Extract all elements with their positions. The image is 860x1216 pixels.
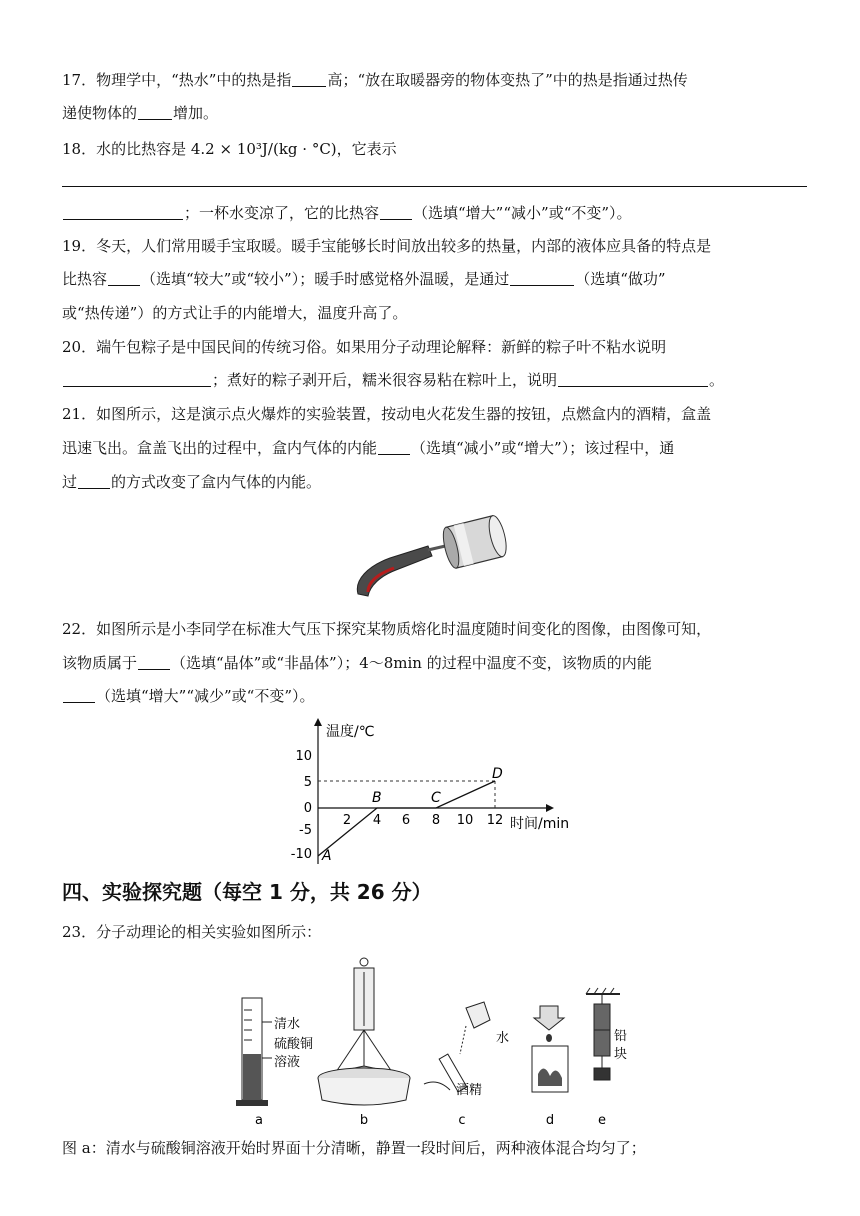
q22-line1: 22．如图所示是小李同学在标准大气压下探究某物质熔化时温度随时间变化的图像，由图像可知，	[62, 620, 712, 638]
y-axis-label: 温度/℃	[326, 724, 375, 740]
point-label-c: C	[431, 790, 441, 806]
section-heading: 四、实验探究题（每空 1 分，共 26 分）	[62, 880, 432, 904]
answer-blank[interactable]	[108, 270, 140, 286]
q22-line2	[62, 653, 807, 673]
x-tick-12: 12	[486, 813, 504, 828]
temperature-time-graph	[288, 716, 588, 868]
point-label-a: A	[322, 848, 332, 864]
q21-line2	[62, 438, 807, 458]
fig-label-c: c	[458, 1113, 466, 1128]
text: 。	[709, 371, 725, 389]
q21-line3	[62, 472, 807, 492]
q21-line1: 21．如图所示，这是演示点火爆炸的实验装置，按动电火花发生器的按钮，点燃盒内的酒精，盒盖	[62, 405, 712, 423]
q18-line1: 18．水的比热容是 4.2 × 10³J/(kg · °C)，它表示	[62, 140, 397, 158]
text: 的方式改变了盒内气体的内能。	[111, 473, 322, 491]
text: 该物质属于	[62, 654, 138, 672]
text: 迅速飞出。盒盖飞出的过程中，盒内气体的内能	[62, 439, 378, 457]
y-tick-5: 5	[303, 775, 312, 790]
y-tick-10: 10	[295, 749, 312, 764]
q19-line2	[62, 269, 807, 289]
q23-caption-a: 图 a：清水与硫酸铜溶液开始时界面十分清晰，静置一段时间后，两种液体混合均匀了；	[62, 1139, 646, 1157]
q20-line1: 20．端午包粽子是中国民间的传统习俗。如果用分子动理论解释：新鲜的粽子叶不粘水说明	[62, 338, 667, 356]
point-label-d: D	[492, 766, 503, 782]
q18-line3	[62, 203, 807, 223]
answer-blank[interactable]	[63, 204, 183, 220]
fig-a-label-water: 清水	[274, 1017, 301, 1032]
q20-line2	[62, 370, 807, 390]
x-tick-4: 4	[372, 813, 382, 828]
fig-c-test-tube	[424, 1002, 490, 1092]
answer-blank[interactable]	[378, 439, 410, 455]
q23-line1: 23．分子动理论的相关实验如图所示：	[62, 923, 322, 941]
text: ；煮好的粽子剥开后，糯米很容易粘在粽叶上，说明	[212, 371, 558, 389]
fig-a-label-copper-sulfate: 硫酸铜	[274, 1037, 314, 1052]
answer-blank[interactable]	[558, 371, 708, 387]
answer-blank[interactable]	[292, 71, 326, 87]
q19-line3: 或“热传递”）的方式让手的内能增大，温度升高了。	[62, 304, 408, 322]
q17-line2	[62, 103, 807, 123]
x-tick-10: 10	[456, 813, 474, 828]
fig-e-label-block: 块	[614, 1047, 628, 1062]
text: 高；“放在取暖器旁的物体变热了”中的热是指通过热传	[327, 71, 688, 89]
point-label-b: B	[372, 790, 382, 806]
fig-c-label-water: 水	[496, 1031, 510, 1046]
answer-blank[interactable]	[63, 371, 211, 387]
text: ；一杯水变凉了，它的比热容	[184, 204, 380, 222]
text: （选填“晶体”或“非晶体”）；4～8min 的过程中温度不变，该物质的内能	[171, 654, 652, 672]
molecular-theory-experiments-figure	[228, 954, 628, 1132]
text: （选填“增大”“减少”或“不变”）。	[96, 687, 315, 705]
answer-blank[interactable]	[138, 104, 172, 120]
fig-label-d: d	[545, 1113, 555, 1128]
fig-a-graduated-cylinder	[236, 998, 272, 1106]
text: 增加。	[173, 104, 219, 122]
fig-d-beaker-ink	[532, 1006, 568, 1092]
q19-line1: 19．冬天，人们常用暖手宝取暖。暖手宝能够长时间放出较多的热量，内部的液体应具备的特点是	[62, 237, 712, 255]
answer-blank[interactable]	[78, 473, 110, 489]
text: 17．物理学中，“热水”中的热是指	[62, 71, 292, 89]
fig-a-label-solution: 溶液	[274, 1055, 301, 1070]
text: （选填“做功”	[575, 270, 666, 288]
x-tick-6: 6	[401, 813, 411, 828]
y-tick-neg10: -10	[290, 847, 312, 862]
y-tick-neg5: -5	[299, 823, 312, 838]
fig-label-e: e	[598, 1113, 606, 1128]
y-axis-arrow	[314, 718, 322, 726]
text: 过	[62, 473, 78, 491]
text: 递使物体的	[62, 104, 138, 122]
x-tick-2: 2	[342, 813, 352, 828]
answer-line[interactable]	[62, 186, 807, 187]
text: （选填“较大”或“较小”）；暖手时感觉格外温暖，是通过	[141, 270, 510, 288]
answer-blank[interactable]	[380, 204, 412, 220]
text: （选填“减小”或“增大”）；该过程中，通	[411, 439, 675, 457]
answer-blank[interactable]	[63, 687, 95, 703]
x-tick-8: 8	[431, 813, 441, 828]
q22-line3	[62, 686, 807, 706]
fig-c-label-alcohol: 酒精	[456, 1083, 483, 1098]
answer-blank[interactable]	[510, 270, 574, 286]
text: 比热容	[62, 270, 108, 288]
fig-label-b: b	[359, 1113, 369, 1128]
answer-blank[interactable]	[138, 654, 170, 670]
fig-b-spring-scale	[318, 958, 410, 1105]
fig-label-a: a	[255, 1113, 263, 1128]
fig-e-label-lead: 铅	[614, 1029, 628, 1044]
metal-box	[440, 514, 509, 570]
x-axis-label: 时间/min	[510, 816, 570, 832]
q17-line1	[62, 70, 807, 90]
text: （选填“增大”“减小”或“不变”）。	[413, 204, 632, 222]
y-tick-0: 0	[303, 801, 312, 816]
ignition-apparatus-figure	[350, 508, 510, 604]
x-axis-arrow	[546, 804, 554, 812]
